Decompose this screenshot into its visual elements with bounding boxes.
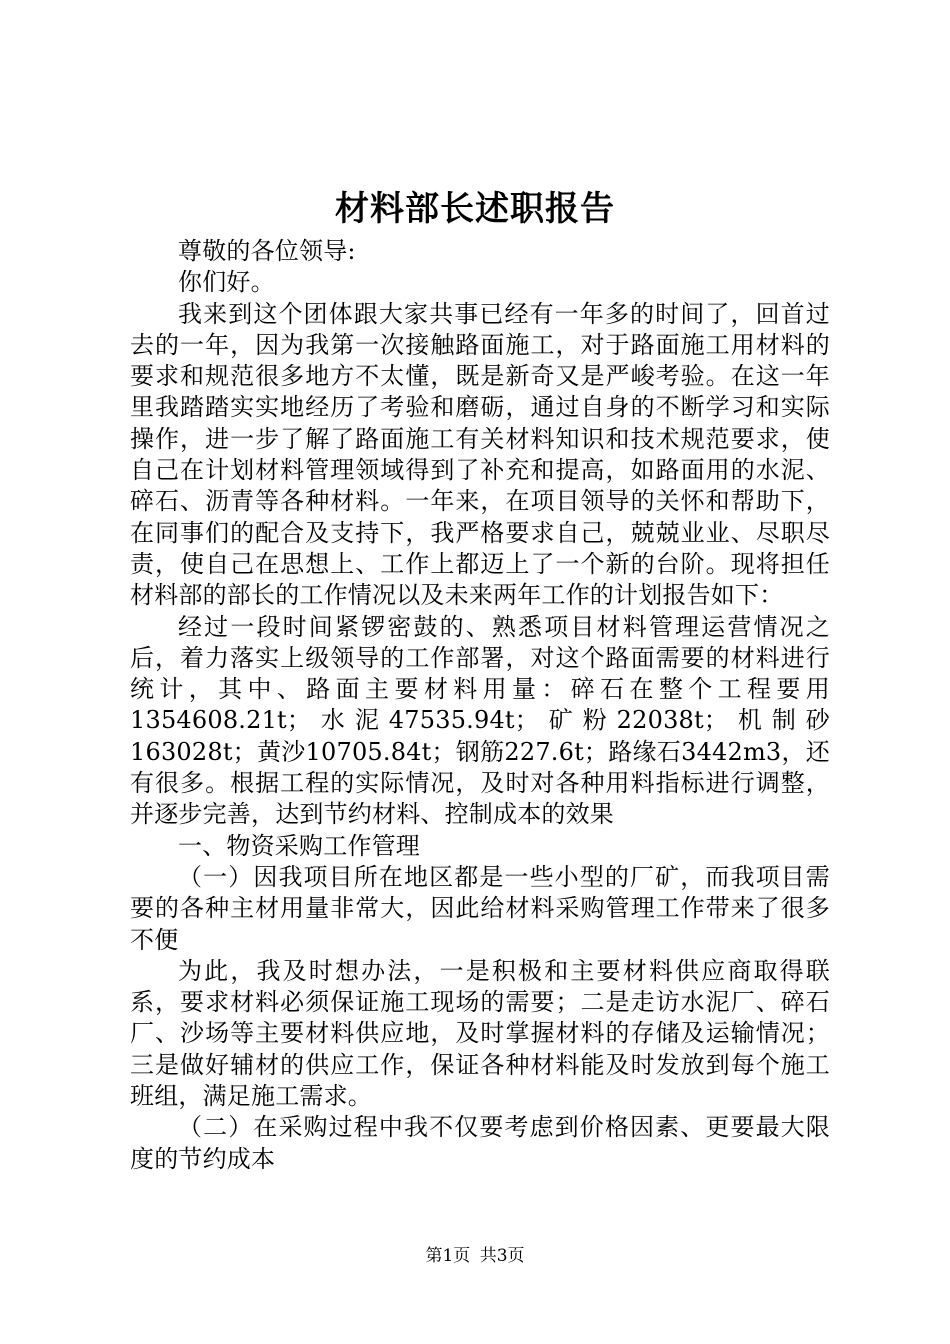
paragraph-measures: 为此，我及时想办法，一是积极和主要材料供应商取得联系，要求材料必须保证施工现场的需要；二是走访水泥厂、碎石厂、沙场等主要材料供应地，及时掌握材料的存储及运输情况；三是做好辅材的供应工作，保证各种材料能及时发放到每个施工班组，满足施工需求。 [130, 956, 830, 1111]
document-title: 材料部长述职报告 [335, 189, 615, 229]
page-footer [0, 1244, 950, 1268]
section-heading-procurement: 一、物资采购工作管理 [178, 831, 420, 860]
page-number: 第1页 [425, 1246, 471, 1266]
page-total: 共3页 [479, 1246, 525, 1266]
paragraph-item-2: （二）在采购过程中我不仅要考虑到价格因素、更要最大限度的节约成本 [130, 1113, 830, 1173]
paragraph-item-1: （一）因我项目所在地区都是一些小型的厂矿，而我项目需要的各种主材用量非常大，因此给材料采购管理工作带来了很多不便 [130, 862, 830, 954]
paragraph-intro: 我来到这个团体跟大家共事已经有一年多的时间了，回首过去的一年，因为我第一次接触路面施工，对于路面施工用材料的要求和规范很多地方不太懂，既是新奇又是严峻考验。在这一年里我踏踏实实地经历了考验和磨砺，通过自身的不断学习和实际操作，进一步了解了路面施工有关材料知识和技术规范要求，使自己在计划材料管理领域得到了补充和提高，如路面用的水泥、碎石、沥青等各种材料。一年来，在项目领导的关怀和帮助下，在同事们的配合及支持下，我严格要求自己，兢兢业业、尽职尽责，使自己在思想上、工作上都迈上了一个新的台阶。现将担任材料部的部长的工作情况以及未来两年工作的计划报告如下： [130, 299, 830, 610]
paragraph-materials: 经过一段时间紧锣密鼓的、熟悉项目材料管理运营情况之后，着力落实上级领导的工作部署，对这个路面需要的材料进行统计，其中、路面主要材料用量：碎石在整个工程要用1354608.21t；水泥47535.94t；矿粉22038t；机制砂163028t；黄沙10705.84t；钢筋227.6t；路缘石3442m3，还有很多。根据工程的实际情况，及时对各种用料指标进行调整，并逐步完善，达到节约材料、控制成本的效果 [130, 612, 830, 829]
greeting: 你们好。 [178, 268, 275, 297]
document-body [130, 236, 830, 1175]
salutation: 尊敬的各位领导: [178, 237, 356, 265]
